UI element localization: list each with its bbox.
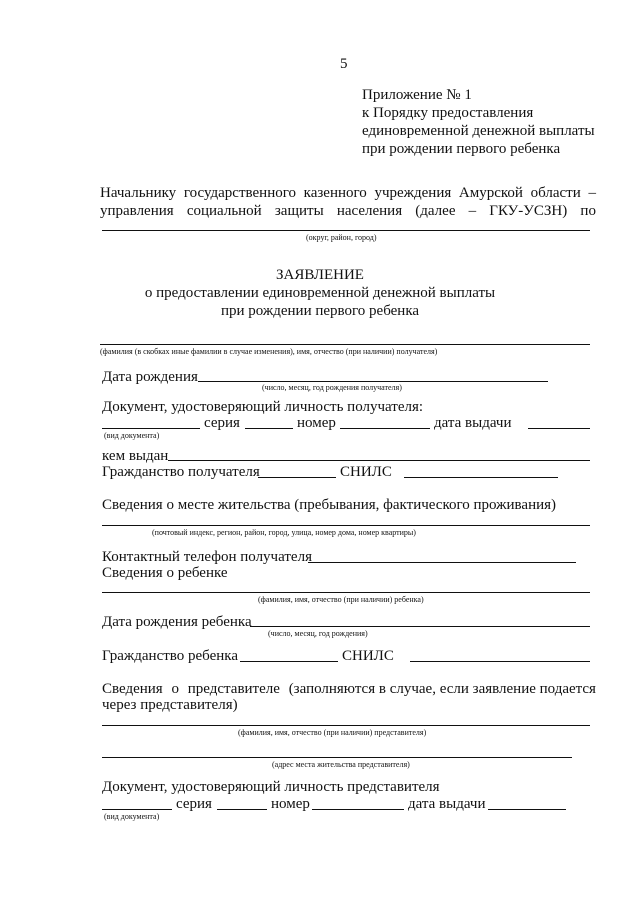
child-fio-line[interactable] xyxy=(102,592,590,593)
addressee-word: области xyxy=(530,185,581,201)
addressee-word: защиты xyxy=(274,203,324,219)
representative-fio-line[interactable] xyxy=(102,725,590,726)
recipient-number-line[interactable] xyxy=(340,428,430,429)
child-birth-date-line[interactable] xyxy=(250,626,590,627)
issued-by-label: кем выдан xyxy=(102,448,169,464)
page-number: 5 xyxy=(340,56,348,72)
district-field-line[interactable] xyxy=(102,230,590,231)
document-subtitle-1: о предоставлении единовременной денежной выплаты xyxy=(144,285,496,301)
recipient-snils-label: СНИЛС xyxy=(340,464,392,480)
addressee-word: – xyxy=(588,185,596,201)
child-fio-hint: (фамилия, имя, отчество (при наличии) ребенка) xyxy=(258,595,424,604)
child-section-label: Сведения о ребенке xyxy=(102,565,228,581)
representative-word: о xyxy=(171,681,179,697)
recipient-series-label: серия xyxy=(204,415,240,431)
child-birth-date-label: Дата рождения ребенка xyxy=(102,614,252,630)
representative-issue-date-line[interactable] xyxy=(488,809,566,810)
representative-number-line[interactable] xyxy=(312,809,404,810)
recipient-issue-date-line[interactable] xyxy=(528,428,590,429)
addressee-word: ГКУ-УСЗН) xyxy=(489,203,568,219)
representative-word: Сведения xyxy=(102,681,163,697)
representative-line-2: через представителя) xyxy=(102,697,238,713)
document-title: ЗАЯВЛЕНИЕ xyxy=(276,267,364,283)
residence-line[interactable] xyxy=(102,525,590,526)
addressee-word: Начальнику xyxy=(100,185,177,201)
child-snils-line[interactable] xyxy=(410,661,590,662)
recipient-snils-line[interactable] xyxy=(404,477,558,478)
birth-date-line[interactable] xyxy=(198,381,548,382)
addressee-word: государственного xyxy=(183,185,296,201)
recipient-issue-date-label: дата выдачи xyxy=(434,415,512,431)
recipient-citizenship-line[interactable] xyxy=(258,477,336,478)
appendix-line-3: единовременной денежной выплаты xyxy=(362,123,595,139)
recipient-doc-type-line[interactable] xyxy=(102,428,200,429)
recipient-series-line[interactable] xyxy=(245,428,293,429)
addressee-word: социальной xyxy=(186,203,262,219)
child-citizenship-label: Гражданство ребенка xyxy=(102,648,239,664)
issued-by-line[interactable] xyxy=(168,460,590,461)
addressee-word: – xyxy=(468,203,477,219)
addressee-word: учреждения xyxy=(374,185,452,201)
child-birth-date-hint: (число, месяц, год рождения) xyxy=(268,629,368,638)
addressee-word: казенного xyxy=(303,185,367,201)
recipient-doc-label: Документ, удостоверяющий личность получателя: xyxy=(102,399,424,415)
representative-doc-label: Документ, удостоверяющий личность представителя xyxy=(102,779,440,795)
addressee-line-1 xyxy=(100,184,596,202)
residence-hint: (почтовый индекс, регион, район, город, улица, номер дома, номер квартиры) xyxy=(152,528,416,537)
representative-series-label: серия xyxy=(176,796,212,812)
representative-number-label: номер xyxy=(271,796,310,812)
representative-doc-type-hint: (вид документа) xyxy=(104,812,160,821)
recipient-citizenship-label: Гражданство получателя xyxy=(102,464,260,480)
representative-word: представителе xyxy=(187,681,280,697)
document-subtitle-2: при рождении первого ребенка xyxy=(220,303,420,319)
addressee-word: Амурской xyxy=(458,185,523,201)
appendix-line-4: при рождении первого ребенка xyxy=(362,141,561,157)
representative-series-line[interactable] xyxy=(217,809,267,810)
residence-label: Сведения о месте жительства (пребывания, фактического проживания) xyxy=(102,497,557,513)
phone-label: Контактный телефон получателя xyxy=(102,549,312,565)
district-hint: (округ, район, город) xyxy=(306,233,377,242)
representative-address-hint: (адрес места жительства представителя) xyxy=(272,760,410,769)
recipient-doc-type-hint: (вид документа) xyxy=(104,431,160,440)
addressee-word: управления xyxy=(100,203,174,219)
child-snils-label: СНИЛС xyxy=(342,648,394,664)
addressee-word: населения xyxy=(336,203,403,219)
representative-issue-date-label: дата выдачи xyxy=(408,796,486,812)
representative-doc-type-line[interactable] xyxy=(102,809,172,810)
addressee-word: (далее xyxy=(415,203,456,219)
child-citizenship-line[interactable] xyxy=(240,661,338,662)
addressee-word: по xyxy=(580,203,596,219)
addressee-line-2 xyxy=(100,202,596,220)
recipient-fio-line[interactable] xyxy=(100,344,590,345)
phone-line[interactable] xyxy=(308,562,576,563)
recipient-number-label: номер xyxy=(297,415,336,431)
recipient-fio-hint: (фамилия (в скобках иные фамилии в случае изменения), имя, отчество (при наличии) получателя) xyxy=(100,347,438,356)
appendix-line-1: Приложение № 1 xyxy=(362,87,472,103)
representative-address-line[interactable] xyxy=(102,757,572,758)
representative-word: (заполняются в случае, если заявление подается xyxy=(288,681,596,697)
birth-date-label: Дата рождения xyxy=(102,369,198,385)
representative-fio-hint: (фамилия, имя, отчество (при наличии) представителя) xyxy=(238,728,427,737)
appendix-line-2: к Порядку предоставления xyxy=(362,105,534,121)
birth-date-hint: (число, месяц, год рождения получателя) xyxy=(262,383,402,392)
